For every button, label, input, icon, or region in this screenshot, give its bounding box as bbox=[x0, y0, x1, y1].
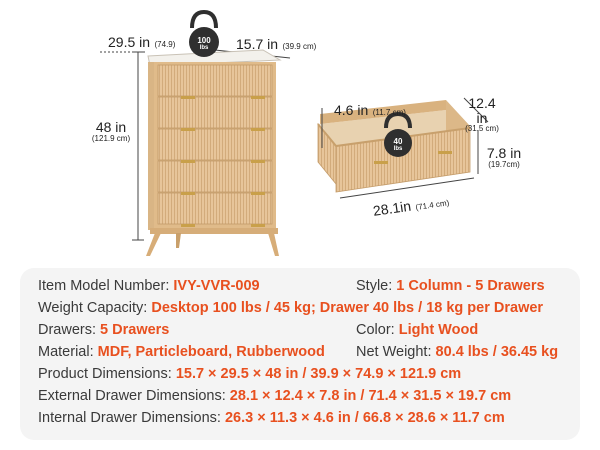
spec-weight-capacity: Weight Capacity: Desktop 100 lbs / 45 kg; Drawer 40 lbs / 18 kg per Drawer bbox=[38, 300, 544, 316]
dresser-width-in: 29.5 in bbox=[108, 34, 151, 50]
spec-style: Style: 1 Column - 5 Drawers bbox=[356, 278, 545, 294]
dresser-width-label bbox=[108, 34, 175, 52]
spec-internal-drawer-dimensions: Internal Drawer Dimensions: 26.3 × 11.3 × 4.6 in / 66.8 × 28.6 × 11.7 cm bbox=[38, 410, 505, 426]
drawer-width-in: 12.4 in bbox=[468, 95, 496, 126]
dresser-width-cm: (74.9) bbox=[154, 40, 176, 49]
drawer-weight-label: 40 lbs bbox=[393, 137, 403, 152]
dresser-height-cm: (121.9 cm) bbox=[91, 133, 131, 143]
spec-material: Material: MDF, Particleboard, Rubberwood bbox=[38, 344, 325, 360]
spec-model: Item Model Number: IVY-VVR-009 bbox=[38, 278, 260, 294]
drawer-depth-cm: (19.7cm) bbox=[488, 159, 520, 169]
drawer-width-cm: (31.5 cm) bbox=[465, 124, 499, 134]
dresser-height-in: 48 in bbox=[95, 119, 127, 135]
drawer-height-in: 4.6 in bbox=[334, 102, 369, 118]
spec-external-drawer-dimensions: External Drawer Dimensions: 28.1 × 12.4 × 7.8 in / 71.4 × 31.5 × 19.7 cm bbox=[38, 388, 512, 404]
spec-product-dimensions: Product Dimensions: 15.7 × 29.5 × 48 in / 39.9 × 74.9 × 121.9 cm bbox=[38, 366, 462, 382]
drawer-height-label bbox=[334, 102, 406, 120]
spec-net-weight: Net Weight: 80.4 lbs / 36.45 kg bbox=[356, 344, 559, 360]
dresser-height-label bbox=[86, 120, 136, 143]
dresser-depth-cm: (39.9 cm) bbox=[282, 42, 317, 51]
drawer-width-label bbox=[462, 96, 502, 134]
spec-color: Color: Light Wood bbox=[356, 322, 479, 338]
drawer-height-cm: (11.7 cm) bbox=[372, 108, 406, 117]
spec-drawers: Drawers: 5 Drawers bbox=[38, 322, 170, 338]
drawer-length-in: 28.1in bbox=[372, 197, 413, 219]
drawer-depth-in: 7.8 in bbox=[486, 145, 522, 161]
drawer-depth-label bbox=[484, 146, 524, 169]
dresser-depth-label bbox=[236, 36, 316, 54]
dresser-weight-label: 100 lbs bbox=[197, 36, 211, 51]
drawer-length-cm: (71.4 cm) bbox=[415, 198, 450, 212]
dresser-depth-in: 15.7 in bbox=[236, 36, 279, 52]
